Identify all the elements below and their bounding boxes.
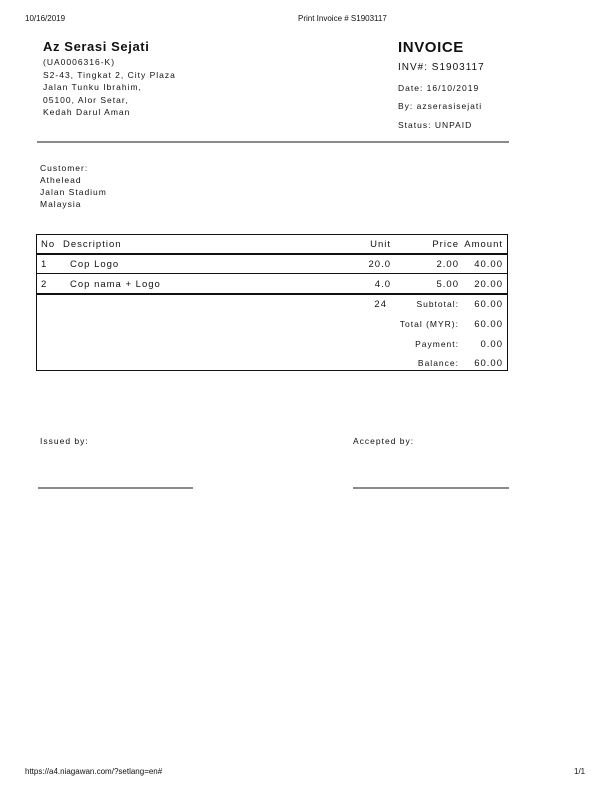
invoice-number: INV#: S1903117 [398, 62, 485, 73]
total-value: 60.00 [474, 319, 503, 330]
column-header-amount: Amount [464, 239, 503, 250]
company-address-line: S2-43, Tingkat 2, City Plaza [43, 69, 176, 80]
payment-label: Payment: [415, 339, 459, 349]
issued-by-label: Issued by: [40, 436, 89, 446]
print-date: 10/16/2019 [25, 14, 66, 23]
balance-label: Balance: [417, 358, 459, 368]
payment-value: 0.00 [480, 339, 503, 350]
row-description: Cop nama + Logo [70, 279, 161, 290]
subtotal-value: 60.00 [474, 299, 503, 310]
customer-address-line: Jalan Stadium [40, 187, 107, 197]
column-header-unit: Unit [370, 239, 391, 250]
row-amount: 20.00 [474, 279, 503, 290]
row-price: 2.00 [436, 259, 459, 270]
subtotal-label: Subtotal: [416, 299, 459, 309]
row-no: 1 [41, 259, 48, 270]
company-reg-number: (UA0006316-K) [43, 57, 116, 67]
company-address-line: 05100, Alor Setar, [43, 94, 129, 105]
row-unit: 20.0 [368, 259, 391, 270]
row-unit: 4.0 [374, 279, 391, 290]
total-label: Total (MYR): [399, 319, 459, 329]
row-description: Cop Logo [70, 259, 120, 270]
invoice-date: Date: 16/10/2019 [398, 83, 480, 93]
invoice-heading: INVOICE [398, 39, 464, 56]
column-header-no: No [41, 239, 56, 250]
customer-block [40, 162, 107, 210]
company-address-line: Jalan Tunku Ibrahim, [43, 82, 142, 92]
header-divider [37, 141, 509, 143]
total-units: 24 [374, 299, 387, 310]
row-amount: 40.00 [474, 259, 503, 270]
accepted-by-label: Accepted by: [353, 436, 415, 446]
accepted-by-signature-line [353, 487, 509, 489]
row-price: 5.00 [436, 279, 459, 290]
company-address [43, 56, 176, 119]
row-no: 2 [41, 279, 48, 290]
table-divider [37, 273, 507, 274]
customer-country: Malaysia [40, 199, 82, 209]
invoice-issuer: By: azserasisejati [398, 101, 483, 111]
company-name: Az Serasi Sejati [43, 39, 150, 54]
column-header-description: Description [63, 239, 122, 250]
invoice-status: Status: UNPAID [398, 120, 473, 130]
issued-by-signature-line [38, 487, 193, 489]
balance-value: 60.00 [474, 358, 503, 369]
company-address-line: Kedah Darul Aman [43, 107, 131, 117]
column-header-price: Price [432, 239, 459, 250]
print-page-number: 1/1 [574, 767, 586, 776]
print-page-title: Print Invoice # S1903117 [298, 14, 387, 23]
invoice-items-table [36, 234, 508, 371]
table-divider [37, 253, 507, 255]
customer-label: Customer: [40, 163, 89, 173]
table-divider [37, 293, 507, 295]
print-url: https://a4.niagawan.com/?setlang=en# [25, 767, 163, 776]
customer-name: Athelead [40, 175, 82, 185]
